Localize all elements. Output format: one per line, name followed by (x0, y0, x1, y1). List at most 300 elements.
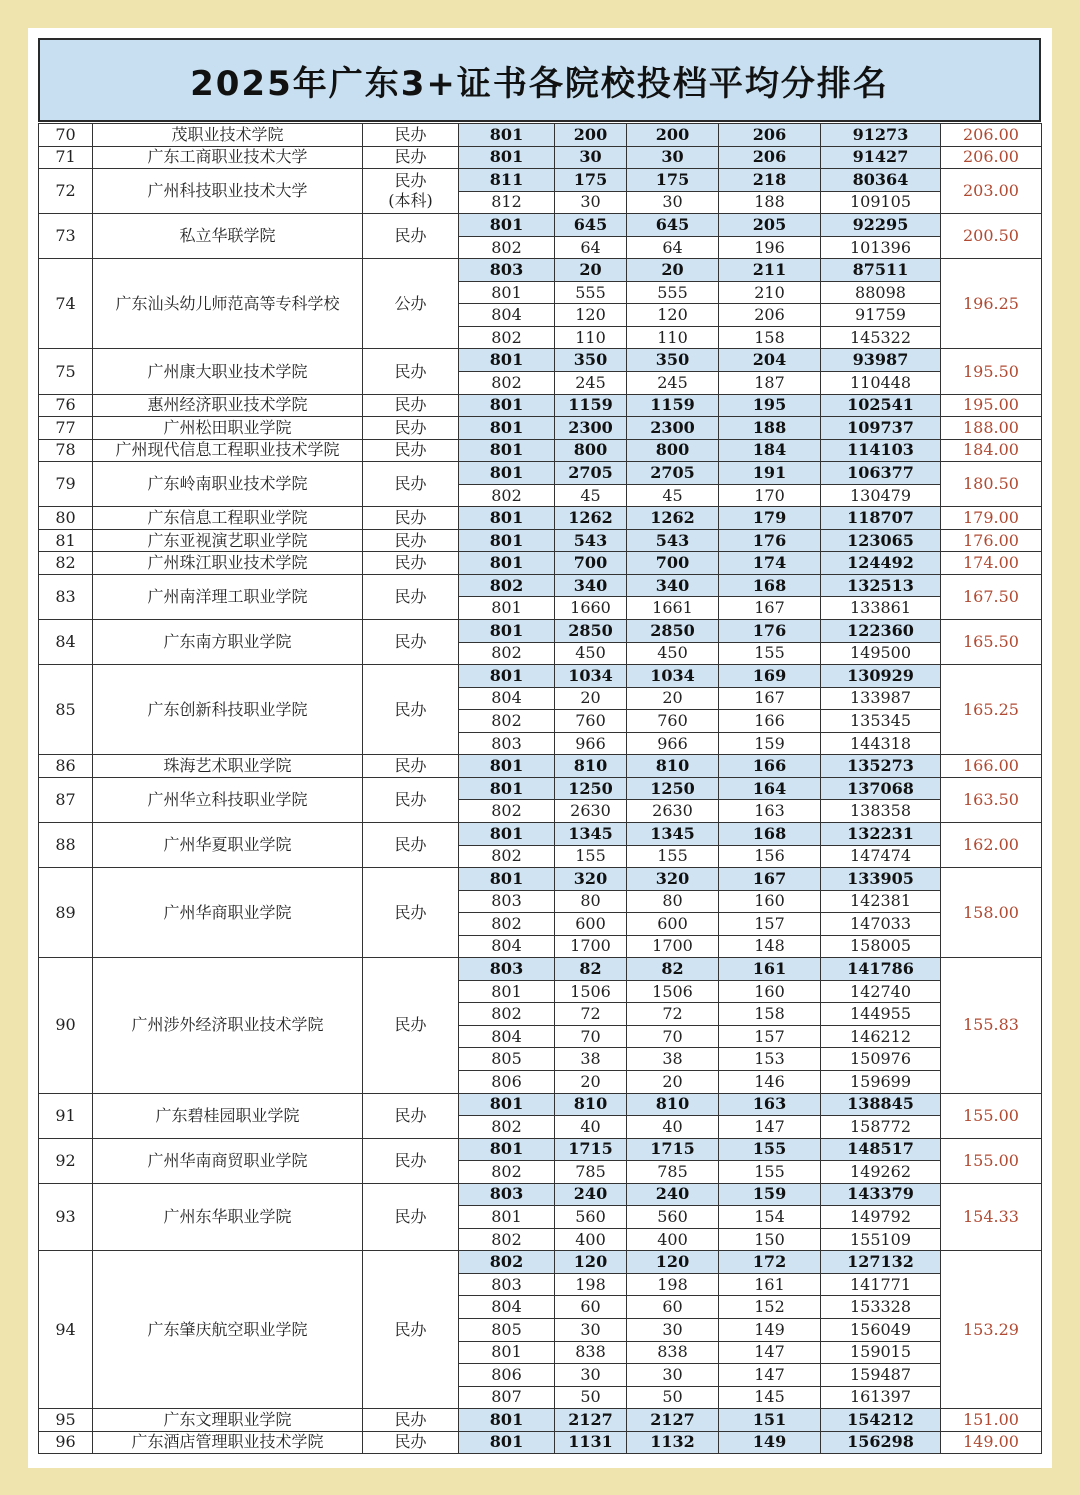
plan-count-cell: 320 (555, 868, 627, 891)
school-type-text: 民办 (394, 1432, 427, 1452)
min-score-cell: 170 (719, 484, 821, 507)
school-name-cell: 广东工商职业技术大学 (93, 146, 363, 169)
average-score-cell: 154.33 (941, 1183, 1042, 1251)
school-name-cell: 惠州经济职业技术学院 (93, 394, 363, 417)
plan-count-cell: 340 (555, 574, 627, 597)
min-rank-cell: 130929 (821, 665, 941, 688)
min-rank-cell: 109105 (821, 191, 941, 214)
rank-cell: 90 (39, 958, 93, 1093)
admitted-count-cell: 700 (627, 552, 719, 575)
min-score-cell: 163 (719, 1093, 821, 1116)
table-row (39, 1093, 1042, 1116)
school-name-cell: 广东信息工程职业学院 (93, 507, 363, 530)
admitted-count-cell: 155 (627, 845, 719, 868)
school-type-text: 民办 (394, 440, 427, 460)
min-score-cell: 155 (719, 1161, 821, 1184)
rank-cell: 86 (39, 755, 93, 778)
min-rank-cell: 154212 (821, 1409, 941, 1432)
min-score-cell: 167 (719, 597, 821, 620)
table-row (39, 507, 1042, 530)
admitted-count-cell: 40 (627, 1116, 719, 1139)
plan-count-cell: 30 (555, 1364, 627, 1387)
admitted-count-cell: 800 (627, 439, 719, 462)
min-score-cell: 166 (719, 710, 821, 733)
school-type-text: 民办 (394, 124, 427, 144)
major-code-cell: 803 (459, 1273, 555, 1296)
major-code-cell: 801 (459, 281, 555, 304)
rank-cell: 92 (39, 1138, 93, 1183)
school-type-text: 民办 (394, 553, 427, 573)
page-title: 2025年广东3+证书各院校投档平均分排名 (190, 63, 889, 104)
rank-cell: 84 (39, 620, 93, 665)
average-score-cell: 206.00 (941, 124, 1042, 147)
rank-cell: 85 (39, 665, 93, 755)
min-rank-cell: 158005 (821, 935, 941, 958)
table-row (39, 958, 1042, 981)
admitted-count-cell: 600 (627, 913, 719, 936)
table-row (39, 777, 1042, 800)
plan-count-cell: 175 (555, 169, 627, 192)
table-row (39, 439, 1042, 462)
min-rank-cell: 161397 (821, 1386, 941, 1409)
ranking-table (38, 123, 1042, 1454)
major-code-cell: 801 (459, 439, 555, 462)
min-score-cell: 147 (719, 1116, 821, 1139)
school-name-cell: 广东创新科技职业学院 (93, 665, 363, 755)
admitted-count-cell: 240 (627, 1183, 719, 1206)
average-score-cell: 196.25 (941, 259, 1042, 349)
min-rank-cell: 141786 (821, 958, 941, 981)
min-rank-cell: 132231 (821, 822, 941, 845)
plan-count-cell: 785 (555, 1161, 627, 1184)
table-row (39, 259, 1042, 282)
rank-cell: 89 (39, 868, 93, 958)
plan-count-cell: 30 (555, 146, 627, 169)
min-rank-cell: 159699 (821, 1070, 941, 1093)
admitted-count-cell: 120 (627, 1251, 719, 1274)
table-row (39, 868, 1042, 891)
plan-count-cell: 50 (555, 1386, 627, 1409)
plan-count-cell: 760 (555, 710, 627, 733)
plan-count-cell: 155 (555, 845, 627, 868)
plan-count-cell: 1715 (555, 1138, 627, 1161)
min-rank-cell: 114103 (821, 439, 941, 462)
plan-count-cell: 198 (555, 1273, 627, 1296)
admitted-count-cell: 64 (627, 236, 719, 259)
school-type-cell (363, 1431, 459, 1454)
school-type-text: 民办 (394, 789, 427, 809)
average-score-cell: 176.00 (941, 529, 1042, 552)
major-code-cell: 801 (459, 507, 555, 530)
min-rank-cell: 149792 (821, 1206, 941, 1229)
school-type-text: 民办 (394, 632, 427, 652)
school-name-cell: 广东南方职业学院 (93, 620, 363, 665)
admitted-count-cell: 2850 (627, 620, 719, 643)
rank-cell: 82 (39, 552, 93, 575)
school-type-cell (363, 755, 459, 778)
admitted-count-cell: 2630 (627, 800, 719, 823)
admitted-count-cell: 120 (627, 304, 719, 327)
average-score-cell: 200.50 (941, 214, 1042, 259)
admitted-count-cell: 60 (627, 1296, 719, 1319)
plan-count-cell: 40 (555, 1116, 627, 1139)
admitted-count-cell: 2705 (627, 462, 719, 485)
min-rank-cell: 146212 (821, 1025, 941, 1048)
major-code-cell: 802 (459, 642, 555, 665)
plan-count-cell: 240 (555, 1183, 627, 1206)
school-name-cell: 广东碧桂园职业学院 (93, 1093, 363, 1138)
table-row (39, 1183, 1042, 1206)
admitted-count-cell: 340 (627, 574, 719, 597)
major-code-cell: 801 (459, 394, 555, 417)
min-score-cell: 161 (719, 1273, 821, 1296)
major-code-cell: 805 (459, 1318, 555, 1341)
average-score-cell: 188.00 (941, 417, 1042, 440)
min-score-cell: 158 (719, 326, 821, 349)
admitted-count-cell: 450 (627, 642, 719, 665)
admitted-count-cell: 30 (627, 191, 719, 214)
plan-count-cell: 70 (555, 1025, 627, 1048)
min-score-cell: 205 (719, 214, 821, 237)
table-row (39, 1409, 1042, 1432)
major-code-cell: 801 (459, 1138, 555, 1161)
min-rank-cell: 143379 (821, 1183, 941, 1206)
title-banner (38, 38, 1041, 122)
min-rank-cell: 147474 (821, 845, 941, 868)
school-type-text: 民办 (394, 1015, 427, 1035)
average-score-cell: 195.00 (941, 394, 1042, 417)
average-score-cell: 153.29 (941, 1251, 1042, 1409)
min-rank-cell: 87511 (821, 259, 941, 282)
major-code-cell: 802 (459, 1161, 555, 1184)
major-code-cell: 801 (459, 868, 555, 891)
plan-count-cell: 60 (555, 1296, 627, 1319)
plan-count-cell: 800 (555, 439, 627, 462)
min-score-cell: 206 (719, 124, 821, 147)
major-code-cell: 804 (459, 304, 555, 327)
plan-count-cell: 72 (555, 1003, 627, 1026)
school-type-text: 民办 (394, 586, 427, 606)
plan-count-cell: 600 (555, 913, 627, 936)
average-score-cell: 155.00 (941, 1093, 1042, 1138)
average-score-cell: 206.00 (941, 146, 1042, 169)
min-rank-cell: 80364 (821, 169, 941, 192)
min-score-cell: 160 (719, 890, 821, 913)
min-rank-cell: 118707 (821, 507, 941, 530)
admitted-count-cell: 2300 (627, 417, 719, 440)
min-rank-cell: 135273 (821, 755, 941, 778)
table-row (39, 574, 1042, 597)
min-rank-cell: 150976 (821, 1048, 941, 1071)
major-code-cell: 802 (459, 1228, 555, 1251)
min-rank-cell: 133987 (821, 687, 941, 710)
table-row (39, 1251, 1042, 1274)
major-code-cell: 803 (459, 259, 555, 282)
admitted-count-cell: 30 (627, 1318, 719, 1341)
major-code-cell: 801 (459, 417, 555, 440)
min-rank-cell: 159015 (821, 1341, 941, 1364)
admitted-count-cell: 785 (627, 1161, 719, 1184)
school-name-cell: 广州华南商贸职业学院 (93, 1138, 363, 1183)
min-score-cell: 153 (719, 1048, 821, 1071)
admitted-count-cell: 1034 (627, 665, 719, 688)
admitted-count-cell: 838 (627, 1341, 719, 1364)
plan-count-cell: 110 (555, 326, 627, 349)
admitted-count-cell: 20 (627, 259, 719, 282)
major-code-cell: 806 (459, 1364, 555, 1387)
min-rank-cell: 132513 (821, 574, 941, 597)
average-score-cell: 162.00 (941, 822, 1042, 867)
table-row (39, 394, 1042, 417)
table-row (39, 1138, 1042, 1161)
major-code-cell: 801 (459, 552, 555, 575)
school-type-text: 民办 (394, 1150, 427, 1170)
admitted-count-cell: 1159 (627, 394, 719, 417)
major-code-cell: 804 (459, 935, 555, 958)
min-score-cell: 169 (719, 665, 821, 688)
major-code-cell: 807 (459, 1386, 555, 1409)
major-code-cell: 801 (459, 980, 555, 1003)
plan-count-cell: 1250 (555, 777, 627, 800)
school-type-text: 民办 (394, 417, 427, 437)
major-code-cell: 802 (459, 800, 555, 823)
major-code-cell: 801 (459, 755, 555, 778)
min-score-cell: 168 (719, 822, 821, 845)
plan-count-cell: 38 (555, 1048, 627, 1071)
school-name-cell: 广州珠江职业技术学院 (93, 552, 363, 575)
school-type-cell (363, 417, 459, 440)
min-rank-cell: 91273 (821, 124, 941, 147)
admitted-count-cell: 245 (627, 372, 719, 395)
admitted-count-cell: 1345 (627, 822, 719, 845)
plan-count-cell: 45 (555, 484, 627, 507)
plan-count-cell: 350 (555, 349, 627, 372)
major-code-cell: 802 (459, 236, 555, 259)
school-type-text: 民办 (394, 361, 427, 381)
min-rank-cell: 106377 (821, 462, 941, 485)
school-type-text: 民办 (394, 1105, 427, 1125)
average-score-cell: 155.83 (941, 958, 1042, 1093)
school-type-cell (363, 507, 459, 530)
min-score-cell: 157 (719, 1025, 821, 1048)
major-code-cell: 803 (459, 890, 555, 913)
school-name-cell: 广州华立科技职业学院 (93, 777, 363, 822)
school-type-cell (363, 124, 459, 147)
table-row (39, 462, 1042, 485)
major-code-cell: 801 (459, 214, 555, 237)
admitted-count-cell: 20 (627, 687, 719, 710)
rank-cell: 83 (39, 574, 93, 619)
min-score-cell: 149 (719, 1431, 821, 1454)
plan-count-cell: 120 (555, 1251, 627, 1274)
plan-count-cell: 1262 (555, 507, 627, 530)
major-code-cell: 803 (459, 958, 555, 981)
min-rank-cell: 149500 (821, 642, 941, 665)
min-rank-cell: 141771 (821, 1273, 941, 1296)
min-rank-cell: 92295 (821, 214, 941, 237)
school-type-cell (363, 868, 459, 958)
admitted-count-cell: 645 (627, 214, 719, 237)
school-name-cell: 广州康大职业技术学院 (93, 349, 363, 394)
admitted-count-cell: 30 (627, 146, 719, 169)
min-rank-cell: 153328 (821, 1296, 941, 1319)
min-rank-cell: 91427 (821, 146, 941, 169)
average-score-cell: 163.50 (941, 777, 1042, 822)
min-score-cell: 184 (719, 439, 821, 462)
min-score-cell: 152 (719, 1296, 821, 1319)
admitted-count-cell: 1250 (627, 777, 719, 800)
admitted-count-cell: 400 (627, 1228, 719, 1251)
major-code-cell: 806 (459, 1070, 555, 1093)
school-type-text: 民办 (394, 1319, 427, 1339)
school-type-text: 民办 (394, 1207, 427, 1227)
admitted-count-cell: 175 (627, 169, 719, 192)
min-score-cell: 150 (719, 1228, 821, 1251)
school-type-text: 民办 (394, 902, 427, 922)
table-row (39, 620, 1042, 643)
admitted-count-cell: 80 (627, 890, 719, 913)
average-score-cell: 165.50 (941, 620, 1042, 665)
admitted-count-cell: 966 (627, 732, 719, 755)
plan-count-cell: 2127 (555, 1409, 627, 1432)
min-rank-cell: 93987 (821, 349, 941, 372)
school-type-cell (363, 620, 459, 665)
min-rank-cell: 135345 (821, 710, 941, 733)
admitted-count-cell: 72 (627, 1003, 719, 1026)
major-code-cell: 801 (459, 1409, 555, 1432)
plan-count-cell: 1700 (555, 935, 627, 958)
min-rank-cell: 123065 (821, 529, 941, 552)
major-code-cell: 801 (459, 1431, 555, 1454)
school-name-cell: 私立华联学院 (93, 214, 363, 259)
min-score-cell: 191 (719, 462, 821, 485)
min-score-cell: 166 (719, 755, 821, 778)
table-row (39, 417, 1042, 440)
min-rank-cell: 88098 (821, 281, 941, 304)
major-code-cell: 802 (459, 484, 555, 507)
average-score-cell: 180.50 (941, 462, 1042, 507)
school-type-cell (363, 822, 459, 867)
min-score-cell: 149 (719, 1318, 821, 1341)
major-code-cell: 804 (459, 1296, 555, 1319)
table-row (39, 214, 1042, 237)
major-code-cell: 801 (459, 597, 555, 620)
school-type-text: 民办 (394, 147, 427, 167)
min-rank-cell: 156298 (821, 1431, 941, 1454)
admitted-count-cell: 810 (627, 1093, 719, 1116)
min-score-cell: 147 (719, 1341, 821, 1364)
min-score-cell: 156 (719, 845, 821, 868)
school-type-cell (363, 214, 459, 259)
school-type-text: 民办 (394, 835, 427, 854)
plan-count-cell: 543 (555, 529, 627, 552)
rank-cell: 80 (39, 507, 93, 530)
min-rank-cell: 122360 (821, 620, 941, 643)
major-code-cell: 801 (459, 529, 555, 552)
min-rank-cell: 133905 (821, 868, 941, 891)
average-score-cell: 158.00 (941, 868, 1042, 958)
rank-cell: 72 (39, 169, 93, 214)
major-code-cell: 801 (459, 1206, 555, 1229)
plan-count-cell: 700 (555, 552, 627, 575)
min-score-cell: 159 (719, 1183, 821, 1206)
admitted-count-cell: 1661 (627, 597, 719, 620)
major-code-cell: 801 (459, 1341, 555, 1364)
school-type-cell (363, 777, 459, 822)
school-type-cell (363, 1409, 459, 1432)
plan-count-cell: 645 (555, 214, 627, 237)
plan-count-cell: 20 (555, 687, 627, 710)
plan-count-cell: 2630 (555, 800, 627, 823)
school-type-text: 民办 (394, 756, 427, 776)
plan-count-cell: 450 (555, 642, 627, 665)
plan-count-cell: 2705 (555, 462, 627, 485)
table-row (39, 1431, 1042, 1454)
min-rank-cell: 102541 (821, 394, 941, 417)
rank-cell: 75 (39, 349, 93, 394)
admitted-count-cell: 1506 (627, 980, 719, 1003)
min-score-cell: 188 (719, 417, 821, 440)
plan-count-cell: 838 (555, 1341, 627, 1364)
school-type-text: (本科) (388, 191, 433, 211)
admitted-count-cell: 560 (627, 1206, 719, 1229)
table-row (39, 169, 1042, 192)
min-score-cell: 210 (719, 281, 821, 304)
admitted-count-cell: 110 (627, 326, 719, 349)
major-code-cell: 801 (459, 124, 555, 147)
min-score-cell: 158 (719, 1003, 821, 1026)
min-rank-cell: 124492 (821, 552, 941, 575)
average-score-cell: 195.50 (941, 349, 1042, 394)
min-rank-cell: 147033 (821, 913, 941, 936)
min-rank-cell: 91759 (821, 304, 941, 327)
school-type-cell (363, 259, 459, 349)
min-score-cell: 176 (719, 620, 821, 643)
min-rank-cell: 138358 (821, 800, 941, 823)
major-code-cell: 801 (459, 1093, 555, 1116)
rank-cell: 95 (39, 1409, 93, 1432)
school-type-cell (363, 665, 459, 755)
school-type-cell (363, 462, 459, 507)
average-score-cell: 166.00 (941, 755, 1042, 778)
average-score-cell: 184.00 (941, 439, 1042, 462)
plan-count-cell: 810 (555, 1093, 627, 1116)
school-type-text: 民办 (394, 171, 427, 191)
min-score-cell: 188 (719, 191, 821, 214)
plan-count-cell: 966 (555, 732, 627, 755)
table-row (39, 665, 1042, 688)
table-row (39, 349, 1042, 372)
min-score-cell: 163 (719, 800, 821, 823)
average-score-cell: 203.00 (941, 169, 1042, 214)
min-rank-cell: 110448 (821, 372, 941, 395)
admitted-count-cell: 20 (627, 1070, 719, 1093)
min-score-cell: 167 (719, 687, 821, 710)
major-code-cell: 802 (459, 326, 555, 349)
major-code-cell: 802 (459, 710, 555, 733)
plan-count-cell: 1660 (555, 597, 627, 620)
admitted-count-cell: 1262 (627, 507, 719, 530)
rank-cell: 76 (39, 394, 93, 417)
min-score-cell: 167 (719, 868, 821, 891)
min-rank-cell: 159487 (821, 1364, 941, 1387)
plan-count-cell: 400 (555, 1228, 627, 1251)
school-type-cell (363, 1251, 459, 1409)
min-rank-cell: 155109 (821, 1228, 941, 1251)
admitted-count-cell: 320 (627, 868, 719, 891)
school-type-text: 民办 (394, 474, 427, 494)
school-name-cell: 广州现代信息工程职业技术学院 (93, 439, 363, 462)
